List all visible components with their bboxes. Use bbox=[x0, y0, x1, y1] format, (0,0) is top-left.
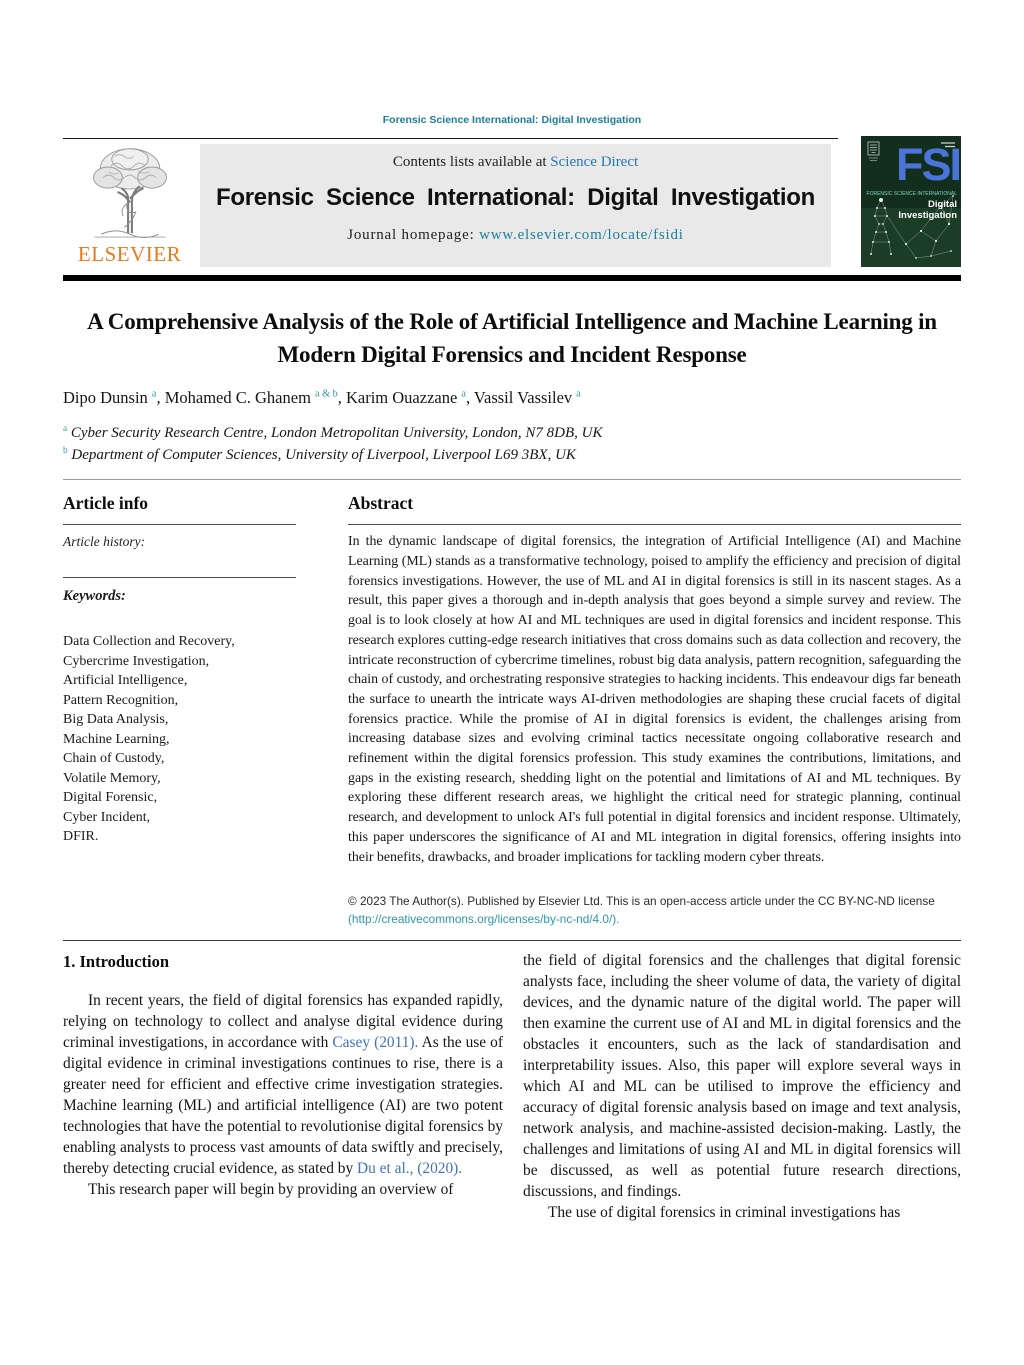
cover-fsi-wordmark: FSI bbox=[895, 139, 960, 190]
author-affiliation-marker: a & b bbox=[315, 388, 338, 400]
author-affiliation-marker: a bbox=[576, 388, 581, 400]
keyword: Machine Learning, bbox=[63, 731, 170, 747]
author-affiliation-marker: a bbox=[151, 388, 157, 400]
affiliation-marker: b bbox=[63, 446, 68, 457]
homepage-label: Journal homepage: bbox=[347, 227, 480, 243]
abstract-column bbox=[348, 493, 961, 928]
keyword: Chain of Custody, bbox=[63, 751, 165, 767]
keyword: Volatile Memory, bbox=[63, 770, 161, 786]
journal-header bbox=[63, 138, 961, 281]
elsevier-logo bbox=[63, 139, 196, 270]
author-name: Karim Ouazzane bbox=[345, 388, 458, 408]
introduction-section bbox=[63, 948, 961, 1223]
keyword: Pattern Recognition, bbox=[63, 692, 179, 708]
keyword: Digital Forensic, bbox=[63, 790, 158, 806]
contents-prefix: Contents lists available at bbox=[392, 154, 551, 170]
cover-digital-label: Digital bbox=[927, 199, 957, 210]
author-separator: , bbox=[156, 388, 165, 408]
author-name: Vassil Vassilev bbox=[473, 388, 573, 408]
intro-paragraph bbox=[63, 990, 503, 1179]
keywords-label: Keywords: bbox=[63, 588, 126, 605]
elsevier-tree-icon bbox=[77, 226, 183, 243]
citation-casey-2011[interactable]: Casey (2011). bbox=[332, 1034, 419, 1052]
article-history-label: Article history: bbox=[63, 534, 146, 550]
journal-cover-thumbnail bbox=[861, 136, 961, 267]
keyword: Cybercrime Investigation, bbox=[63, 653, 210, 669]
keyword: Big Data Analysis, bbox=[63, 712, 169, 728]
author-separator: , bbox=[337, 388, 346, 408]
body-divider bbox=[63, 940, 961, 941]
intro-text: As the use of digital evidence in criminal investigations continues to rise, there is a greater need for efficient and effective crime investigation strategies. Machine learning (ML) and artificial intelligence (AI) are two potent technologies that have the potential to revolutionise digital forensics by enabling analysts to process vast amounts of data swiftly and precisely, thereby detecting crucial evidence, as stated by bbox=[63, 1034, 503, 1178]
header-bottom-rule bbox=[63, 275, 961, 281]
copyright-notice bbox=[348, 893, 961, 928]
keyword: Cyber Incident, bbox=[63, 809, 151, 825]
homepage-line bbox=[208, 227, 823, 244]
cover-investigation-label: Investigation bbox=[898, 210, 957, 221]
keyword: DFIR. bbox=[63, 829, 99, 845]
affiliation-line bbox=[63, 425, 961, 442]
journal-banner bbox=[200, 144, 831, 267]
introduction-heading: 1. Introduction bbox=[63, 952, 170, 972]
intro-paragraph: This research paper will begin by providing an overview of bbox=[88, 1181, 454, 1199]
article-info-column bbox=[63, 493, 296, 928]
section-divider bbox=[63, 479, 961, 480]
intro-paragraph: The use of digital forensics in criminal investigations has bbox=[548, 1204, 901, 1222]
affiliation-line bbox=[63, 447, 961, 464]
intro-right-column bbox=[523, 948, 961, 1223]
license-link[interactable]: (http://creativecommons.org/licenses/by-nc-nd/4.0/). bbox=[348, 911, 620, 926]
homepage-url-link[interactable]: www.elsevier.com/locate/fsidi bbox=[479, 227, 684, 243]
cover-series-caption: FORENSIC SCIENCE INTERNATIONAL bbox=[866, 191, 957, 197]
article-info-heading: Article info bbox=[63, 493, 149, 514]
affiliations bbox=[63, 425, 961, 464]
citation-du-2020[interactable]: Du et al., (2020). bbox=[357, 1160, 463, 1178]
article-info-rule bbox=[63, 524, 296, 525]
science-direct-link[interactable]: Science Direct bbox=[550, 154, 639, 170]
author-affiliation-marker: a bbox=[461, 388, 466, 400]
affiliation-text: Department of Computer Sciences, University of Liverpool, Liverpool L69 3BX, UK bbox=[67, 447, 576, 464]
affiliation-text: Cyber Security Research Centre, London Metropolitan University, London, N7 8DB, UK bbox=[67, 425, 603, 442]
keyword: Artificial Intelligence, bbox=[63, 673, 188, 689]
copyright-text: © 2023 The Author(s). Published by Elsevier Ltd. This is an open-access article under the CC BY-NC-ND license bbox=[348, 894, 935, 909]
intro-text: In recent years, the field of digital forensics has expanded rapidly, relying on technology to collect and analyse digital evidence during criminal investigations, in accordance with bbox=[63, 992, 503, 1052]
keywords-list bbox=[63, 632, 296, 847]
contents-line bbox=[208, 154, 823, 171]
author-line bbox=[63, 388, 961, 408]
author-name: Mohamed C. Ghanem bbox=[164, 388, 311, 408]
author-separator: , bbox=[465, 388, 474, 408]
abstract-rule bbox=[348, 524, 961, 525]
affiliation-marker: a bbox=[63, 424, 68, 435]
intro-paragraph: the field of digital forensics and the challenges that digital forensic analysts face, including the sheer volume of data, the variety of digital devices, and the dynamic nature of the digital world. The paper will then examine the current use of AI and ML in digital forensics and the obstacles it encounters, such as the lack of standardisation and interpretability issues. Also, this paper will explore several ways in which AI and ML can be utilised to improve the efficiency and accuracy of digital forensic analysis based on image and text analysis, network analysis, and machine-assisted decision-making. Lastly, the challenges and limitations of using AI and ML in digital forensics will be discussed, as well as potential future research directions, discussions, and findings. bbox=[523, 952, 961, 1201]
keyword: Data Collection and Recovery, bbox=[63, 634, 235, 650]
abstract-text: In the dynamic landscape of digital forensics, the integration of Artificial Intelligence (AI) and Machine Learning (ML) stands as a transformative technology, poised to amplify the efficiency and precision of digital forensics investigations. However, the use of ML and AI in digital forensics is still in its nascent stages. As a result, this paper gives a thorough and in-depth analysis that goes beyond a simple survey and review. The goal is to look closely at how AI and ML techniques are used in digital forensics and incident response. This research explores cutting-edge research initiatives that cross domains such as data collection and recovery, the intricate reconstruction of cybercrime timelines, robust big data analysis, pattern recognition, safeguarding the chain of custody, and orchestrating responsive strategies to hacking incidents. This endeavour digs far beneath the surface to unearth the intricate ways AI-driven methodologies are shaping these crucial facets of digital forensics practice. While the promise of AI in digital forensics is evident, the challenges arising from increasing database sizes and evolving criminal tactics necessitate ongoing collaborative research and refinement within the digital forensics profession. This study examines the contributions, limitations, and gaps in the existing research, shedding light on the potential and limitations of AI and ML techniques. By exploring these different research areas, we highlight the critical need for strategic planning, continual research, and development to unlock AI's full potential in digital forensics and incident response. Ultimately, this paper underscores the significance of AI and ML integration in digital forensics, offering insights into their benefits, drawbacks, and broader implications for tackling modern cyber threats. bbox=[348, 534, 961, 865]
author-name: Dipo Dunsin bbox=[63, 388, 148, 408]
elsevier-wordmark: ELSEVIER bbox=[77, 242, 182, 266]
article-info-rule bbox=[63, 577, 296, 578]
running-head: Forensic Science International: Digital Investigation bbox=[382, 114, 642, 126]
intro-left-column bbox=[63, 948, 503, 1223]
article-title: A Comprehensive Analysis of the Role of Artificial Intelligence and Machine Learning in Modern Digital Forensics and Incident Response bbox=[87, 309, 937, 367]
abstract-heading: Abstract bbox=[348, 493, 414, 514]
journal-title: Forensic Science International: Digital Investigation bbox=[216, 184, 815, 211]
